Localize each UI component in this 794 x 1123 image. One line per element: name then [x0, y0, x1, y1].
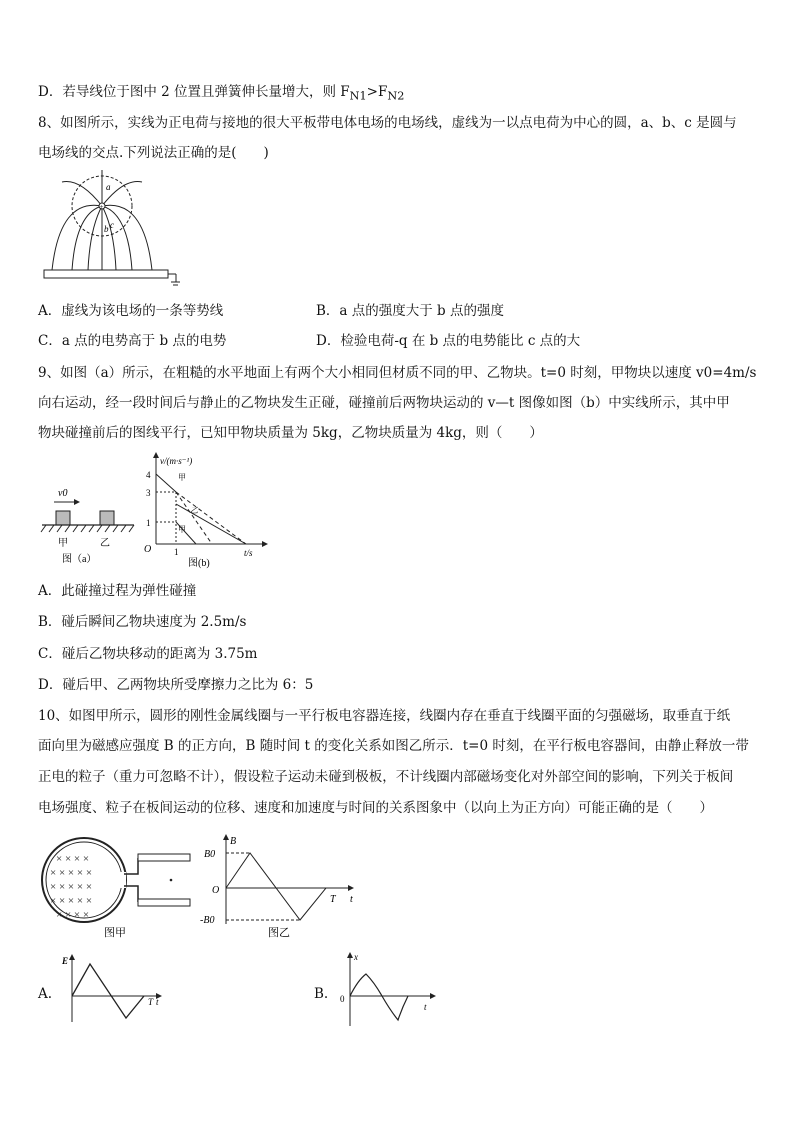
q10-yi-t: t	[350, 894, 353, 905]
q9-graph-jia-top: 甲	[178, 473, 186, 482]
svg-text:× × × ×: × × × ×	[56, 853, 90, 865]
q10-stem-line1: 10、如图甲所示，圆形的刚性金属线圈与一平行板电容器连接，线圈内存在垂直于线圈平面的匀强磁场，取垂直于纸	[38, 708, 731, 724]
q8-option-c: C．a 点的电势高于 b 点的电势	[38, 333, 227, 349]
q10-b-xlabel: t	[424, 1002, 427, 1012]
q10-stem-line4: 电场强度、粒子在板间运动的位移、速度和加速度与时间的关系图象中（以向上为正方向）可能正确的是（ ）	[38, 800, 713, 816]
q9-ylabel: v/(m·s⁻¹)	[160, 456, 193, 466]
q9-ytick-3: 3	[146, 488, 151, 498]
q10-yi-negB0: -B0	[200, 915, 215, 926]
q10-b-origin: 0	[340, 994, 345, 1004]
q9-option-a: A．此碰撞过程为弹性碰撞	[38, 583, 197, 599]
q9-option-c: C．碰后乙物块移动的距离为 3.75m	[38, 646, 258, 662]
q10-figure-yi	[200, 832, 370, 946]
q10-yi-B: B	[230, 836, 237, 847]
q10-yi-B0: B0	[204, 849, 216, 860]
q10-stem-line3: 正电的粒子（重力可忽略不计），假设粒子运动未碰到极板，不计线圈内部磁场变化对外部空间的影响，下列关于板间	[38, 769, 734, 785]
q10-figure-jia	[40, 836, 200, 944]
q9-graph-jia-bottom: 甲	[178, 525, 186, 534]
q9-graph-yi: 乙	[190, 506, 198, 515]
q8-stem-line2: 电场线的交点.下列说法正确的是( )	[38, 145, 269, 161]
q9-vt-graph	[140, 452, 270, 574]
q8-positive-charge: +	[99, 203, 104, 211]
q9-ytick-4: 4	[146, 470, 151, 480]
q9-stem-line3: 物块碰撞前后的图线平行，已知甲物块质量为 5kg，乙物块质量为 4kg，则（ ）	[38, 425, 543, 441]
q8-label-a: a	[106, 182, 111, 192]
q10-option-b-graph	[336, 950, 446, 1032]
q9-xlabel: t/s	[244, 548, 253, 558]
q10-yi-O: O	[212, 885, 220, 896]
q9-option-b: B．碰后瞬间乙物块速度为 2.5m/s	[38, 614, 247, 630]
q10-a-T: T	[148, 997, 154, 1007]
q9-fig-b-caption: 图(b)	[188, 558, 210, 569]
q10-yi-T: T	[330, 894, 336, 905]
q8-field-figure	[40, 168, 180, 300]
q7-option-d-text: D．若导线位于图中 2 位置且弹簧伸长量增大，则 $F_{N1}>F_{N2}$	[38, 84, 405, 103]
q9-stem-line1: 9、如图（a）所示，在粗糙的水平地面上有两个大小相同但材质不同的甲、乙物块。t=0 时刻，甲物块以速度 v0=4m/s	[38, 365, 757, 381]
q9-jia-label: 甲	[58, 538, 68, 549]
svg-text:× × × × ×: × × × × ×	[50, 895, 93, 907]
q8-label-c: c	[110, 220, 114, 230]
q10-option-b-label: B.	[314, 986, 329, 1002]
q10-stem-line2: 面向里为磁感应强度 B 的正方向，B 随时间 t 的变化关系如图乙所示．t=0 时刻，在平行板电容器间，由静止释放一带	[38, 738, 749, 754]
q9-origin: O	[144, 544, 152, 555]
svg-text:× × × ×: × × × ×	[56, 909, 90, 921]
q9-fig-a-caption: 图（a）	[62, 554, 97, 565]
q10-fig-yi-caption: 图乙	[268, 927, 290, 939]
svg-text:× × × × ×: × × × × ×	[50, 867, 93, 879]
q9-v0-label: v0	[58, 488, 68, 499]
q9-yi-label: 乙	[100, 538, 110, 549]
q8-option-d: D．检验电荷-q 在 b 点的电势能比 c 点的大	[316, 333, 581, 349]
q10-b-ylabel: x	[354, 952, 358, 962]
q10-option-a-graph	[60, 952, 170, 1030]
q9-ytick-1: 1	[146, 518, 151, 528]
q7-option-d	[38, 82, 404, 107]
q9-option-d: D．碰后甲、乙两物块所受摩擦力之比为 6：5	[38, 677, 314, 693]
q8-label-b: b	[104, 224, 109, 234]
q8-stem-line1: 8、如图所示，实线为正电荷与接地的很大平板带电体电场的电场线，虚线为一以点电荷为中心的圆，a、b、c 是圆与	[38, 115, 737, 131]
q9-xtick-1: 1	[174, 547, 179, 557]
q9-figure-a	[38, 478, 138, 572]
q10-a-xlabel: t	[156, 997, 159, 1007]
q9-stem-line2: 向右运动，经一段时间后与静止的乙物块发生正碰，碰撞前后两物块运动的 v—t 图像如图（b）中实线所示，其中甲	[38, 395, 730, 411]
svg-text:× × × × ×: × × × × ×	[50, 881, 93, 893]
q10-a-ylabel: E	[62, 956, 69, 966]
q10-fig-jia-caption: 图甲	[104, 927, 126, 939]
q10-option-a-label: A.	[38, 986, 53, 1002]
q8-option-a: A．虚线为该电场的一条等势线	[38, 303, 224, 319]
q8-option-b: B．a 点的强度大于 b 点的强度	[316, 303, 504, 319]
